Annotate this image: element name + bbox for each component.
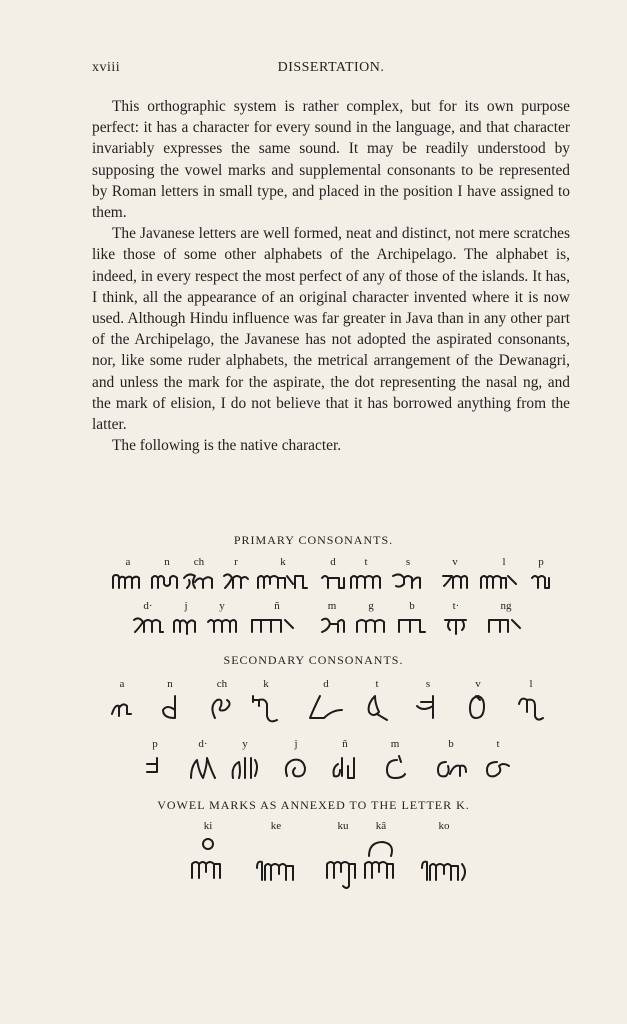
- page-number: xviii: [92, 60, 121, 75]
- secondary-character: [365, 738, 425, 782]
- transliteration-label: kâ: [375, 820, 387, 832]
- transliteration-label: s: [405, 556, 411, 568]
- transliteration-label: t·: [452, 600, 460, 612]
- secondary-character: [468, 738, 528, 782]
- primary-row-2: [0, 600, 627, 640]
- transliteration-label: d·: [143, 600, 153, 612]
- transliteration-label: ng: [500, 600, 512, 612]
- transliteration-label: t: [496, 738, 500, 750]
- transliteration-label: m: [327, 600, 337, 612]
- transliteration-label: t: [375, 678, 379, 690]
- javanese-glyph-icon: [207, 692, 237, 722]
- transliteration-label: g: [368, 600, 374, 612]
- javanese-glyph-icon: [253, 834, 299, 886]
- transliteration-label: d: [330, 556, 336, 568]
- javanese-glyph-icon: [361, 834, 401, 886]
- javanese-glyph-icon: [529, 570, 553, 592]
- primary-character: [247, 600, 307, 636]
- secondary-character: [448, 678, 508, 722]
- javanese-glyph-icon: [464, 692, 492, 722]
- transliteration-label: ñ: [342, 738, 348, 750]
- javanese-glyph-icon: [188, 834, 228, 886]
- transliteration-label: m: [390, 738, 400, 750]
- javanese-glyph-icon: [483, 752, 513, 782]
- javanese-glyph-icon: [390, 570, 426, 592]
- javanese-glyph-icon: [249, 614, 305, 636]
- javanese-glyph-icon: [381, 752, 409, 782]
- transliteration-label: ch: [193, 556, 205, 568]
- secondary-character: [501, 678, 561, 724]
- vowel-mark-example: [246, 820, 306, 886]
- javanese-glyph-icon: [361, 692, 393, 722]
- transliteration-label: r: [234, 556, 238, 568]
- transliteration-label: ki: [203, 820, 213, 832]
- transliteration-label: y: [219, 600, 225, 612]
- javanese-glyph-icon: [143, 752, 167, 782]
- transliteration-label: ku: [337, 820, 349, 832]
- javanese-glyph-icon: [249, 692, 283, 726]
- transliteration-label: b: [409, 600, 415, 612]
- transliteration-label: s: [425, 678, 431, 690]
- javanese-glyph-icon: [515, 692, 547, 724]
- paragraph: This orthographic system is rather complex, but for its own purpose perfect: it has a character for every sound in the language, and that character invariably expresses the same sound. It may be readily understood by supposing the vowel marks and supplemental consonants to be represented by Roman letters in small type, and placed in the position I have assigned to them.: [92, 98, 570, 222]
- vowel-mark-example: [414, 820, 474, 886]
- javanese-glyph-icon: [328, 752, 362, 784]
- transliteration-label: d·: [198, 738, 208, 750]
- transliteration-label: j: [294, 738, 298, 750]
- transliteration-label: k: [263, 678, 269, 690]
- primary-row-1: [0, 556, 627, 596]
- javanese-glyph-icon: [486, 614, 526, 636]
- transliteration-label: y: [242, 738, 248, 750]
- transliteration-label: j: [184, 600, 188, 612]
- secondary-row-1: [0, 678, 627, 728]
- secondary-character: [140, 678, 200, 722]
- transliteration-label: ñ: [274, 600, 280, 612]
- javanese-glyph-icon: [434, 752, 468, 782]
- javanese-glyph-icon: [157, 692, 183, 722]
- primary-consonants-title: PRIMARY CONSONANTS.: [233, 533, 394, 547]
- transliteration-label: n: [164, 556, 170, 568]
- javanese-glyph-icon: [221, 570, 251, 592]
- transliteration-label: d: [323, 678, 329, 690]
- body-text: [92, 96, 570, 456]
- transliteration-label: b: [448, 738, 454, 750]
- transliteration-label: p: [152, 738, 158, 750]
- transliteration-label: a: [125, 556, 131, 568]
- transliteration-label: l: [502, 556, 506, 568]
- javanese-glyph-icon: [418, 834, 470, 886]
- vowel-marks-row: [0, 820, 627, 900]
- vowel-mark-example: [351, 820, 411, 886]
- vowel-marks-title: VOWEL MARKS AS ANNEXED TO THE LETTER K.: [157, 798, 470, 812]
- javanese-glyph-icon: [442, 614, 470, 636]
- transliteration-label: k: [280, 556, 286, 568]
- javanese-glyph-icon: [396, 614, 428, 636]
- javanese-glyph-icon: [109, 692, 135, 722]
- javanese-glyph-icon: [281, 752, 311, 782]
- transliteration-label: t: [364, 556, 368, 568]
- primary-character: [511, 556, 571, 592]
- transliteration-label: v: [452, 556, 458, 568]
- javanese-glyph-icon: [229, 752, 261, 784]
- vowel-mark-example: [178, 820, 238, 886]
- page-header: [92, 60, 570, 82]
- transliteration-label: ke: [270, 820, 282, 832]
- transliteration-label: ko: [438, 820, 450, 832]
- javanese-glyph-icon: [306, 692, 346, 722]
- transliteration-label: ch: [216, 678, 228, 690]
- transliteration-label: l: [529, 678, 533, 690]
- secondary-character: [236, 678, 296, 726]
- running-title: DISSERTATION.: [277, 60, 385, 75]
- transliteration-label: a: [119, 678, 125, 690]
- primary-character: [192, 600, 252, 636]
- secondary-row-2: [0, 738, 627, 788]
- secondary-consonants-title: SECONDARY CONSONANTS.: [223, 653, 404, 667]
- paragraph: The Javanese letters are well formed, neat and distinct, not mere scratches like those of some other alphabets of the Archipelago. The alphabet is, indeed, in every respect the most perfect of any of those of the islands. It has, I think, all the appearance of an original character invented where it is now used. Although Hindu influence was far greater in Java than in any other part of the Archipelago, the Javanese has not adopted the aspirated consonants, nor, like some ruder alphabets, the metrical arrangement of the Dewanagri, and unless the mark for the aspirate, the dot representing the nasal ng, and the mark of elision, I do not believe that it has borrowed anything from the latter.: [92, 225, 570, 434]
- paragraph: The following is the native character.: [112, 437, 342, 455]
- transliteration-label: n: [167, 678, 173, 690]
- primary-character: [476, 600, 536, 636]
- transliteration-label: v: [475, 678, 481, 690]
- transliteration-label: p: [538, 556, 544, 568]
- javanese-glyph-icon: [440, 570, 470, 592]
- javanese-glyph-icon: [205, 614, 239, 636]
- javanese-glyph-icon: [413, 692, 443, 722]
